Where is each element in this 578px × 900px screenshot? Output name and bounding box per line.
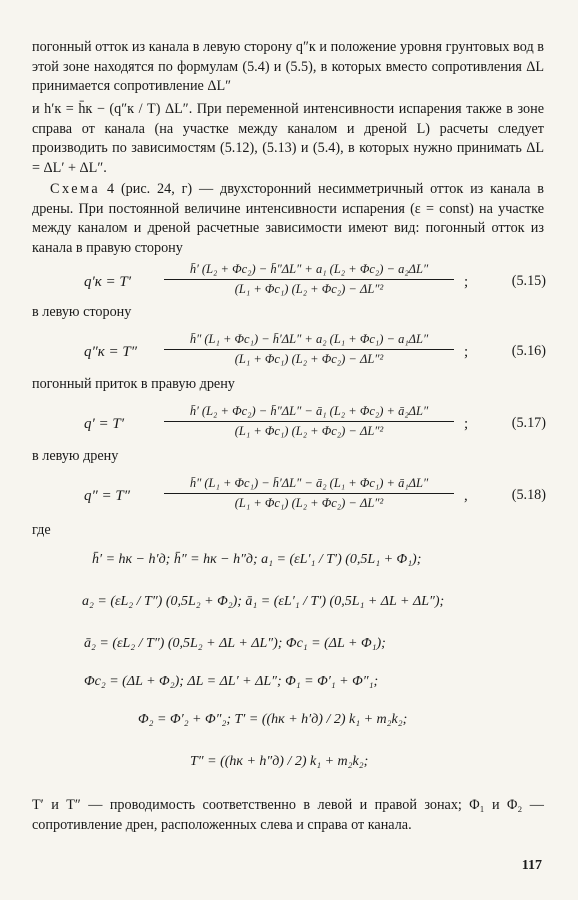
equation-5-15 xyxy=(32,262,546,302)
definition-line-2: a₂ = (εL₂ / T″) (0,5L₂ + Φ₂); ā₁ = (εL′₁ / T′) (0,5L₁ + ΔL + ΔL″); xyxy=(82,594,445,609)
equation-5-18 xyxy=(32,476,546,516)
equation-numerator: h̄″ (L₁ + Φc₁) − h̄′ΔL″ − ā₂ (L₁ + Φc₁) + ā₁ΔL″ xyxy=(164,476,454,494)
label-inflow-right: погонный приток в правую дрену xyxy=(32,376,235,392)
definition-line-4: Φc₂ = (ΔL + Φ₂); ΔL = ΔL′ + ΔL″; Φ₁ = Φ′₁ + Φ″₁; xyxy=(84,674,379,689)
label-where: где xyxy=(32,522,51,538)
equation-number: (5.16) xyxy=(511,343,546,359)
equation-fraction xyxy=(164,404,454,439)
definition-line-5: Φ₂ = Φ′₂ + Φ″₂; T′ = ((hк + h′д) / 2) k₁ + m₂k₂; xyxy=(138,712,408,727)
equation-end: ; xyxy=(464,344,469,360)
equation-denominator: (L₁ + Φc₁) (L₂ + Φc₂) − ΔL″² xyxy=(234,496,384,510)
equation-number: (5.18) xyxy=(511,487,546,503)
definition-line-3: ā₂ = (εL₂ / T″) (0,5L₂ + ΔL + ΔL″); Φc₁ = (ΔL + Φ₁); xyxy=(84,636,386,651)
label-left-side: в левую сторону xyxy=(32,304,132,320)
equation-numerator: h̄′ (L₂ + Φc₂) − h̄″ΔL″ − ā₁ (L₂ + Φc₂) + ā₂ΔL″ xyxy=(164,404,454,422)
equation-denominator: (L₁ + Φc₁) (L₂ + Φc₂) − ΔL″² xyxy=(234,282,384,296)
paragraph-1: погонный отток из канала в левую сторону q″к и положение уровня грунтовых вод в этой зоне находятся по формулам (5.4) и (5.5), в которых вместо сопротивления ΔL принимается сопротивление ΔL″ xyxy=(32,39,544,95)
definition-line-6: T″ = ((hк + h″д) / 2) k₁ + m₂k₂; xyxy=(190,754,369,769)
equation-lhs: q″ = T″ xyxy=(84,488,130,504)
schema-text: 4 (рис. 24, г) — двухсторонний несимметричный отток из канала в дрены. При постоянной величине интенсивности испарения (ε = const) на участке между каналом и дреной расчетные зависимости имеют вид: погонный отток из канала в правую сторону xyxy=(32,181,545,256)
equation-fraction xyxy=(164,332,454,367)
equation-numerator: h̄′ (L₂ + Φc₂) − h̄″ΔL″ + a₁ (L₂ + Φc₂) − a₂ΔL″ xyxy=(164,262,454,280)
equation-lhs: q′ = T′ xyxy=(84,416,125,432)
equation-denominator: (L₁ + Φc₁) (L₂ + Φc₂) − ΔL″² xyxy=(234,424,384,438)
equation-lhs: q′к = T′ xyxy=(84,274,132,290)
paragraph-2: и h′к = h̄к − (q″к / T) ΔL″. При переменной интенсивности испарения также в зоне справа от канала (на участке между каналом и дреной L) расчеты следует производить по зависимостям (5.12), (5.13) и (5.4), в которых нужно принимать ΔL = ΔL′ + ΔL″. xyxy=(32,101,544,176)
label-left-drain: в левую дрену xyxy=(32,448,119,464)
equation-denominator: (L₁ + Φc₁) (L₂ + Φc₂) − ΔL″² xyxy=(234,352,384,366)
equation-number: (5.15) xyxy=(511,273,546,289)
definition-line-1: h̄′ = hк − h′д; h̄″ = hк − h″д; a₁ = (εL′₁ / T′) (0,5L₁ + Φ₁); xyxy=(92,552,422,567)
schema-word: Схема xyxy=(50,181,101,197)
equation-end: ; xyxy=(464,274,469,290)
equation-fraction xyxy=(164,476,454,511)
equation-end: , xyxy=(464,488,468,504)
equation-lhs: q″к = T″ xyxy=(84,344,137,360)
equation-end: ; xyxy=(464,416,469,432)
equation-number: (5.17) xyxy=(511,415,546,431)
paragraph-3 xyxy=(32,180,544,258)
page-number: 117 xyxy=(521,858,542,873)
final-paragraph: T′ и T″ — проводимость соответственно в левой и правой зонах; Φ₁ и Φ₂ — сопротивление дрен, расположенных слева и справа от канала. xyxy=(32,797,544,833)
equation-numerator: h̄″ (L₁ + Φc₁) − h̄′ΔL″ + a₂ (L₁ + Φc₁) − a₁ΔL″ xyxy=(164,332,454,350)
equation-fraction xyxy=(164,262,454,297)
equation-5-17 xyxy=(32,404,546,444)
equation-5-16 xyxy=(32,332,546,372)
